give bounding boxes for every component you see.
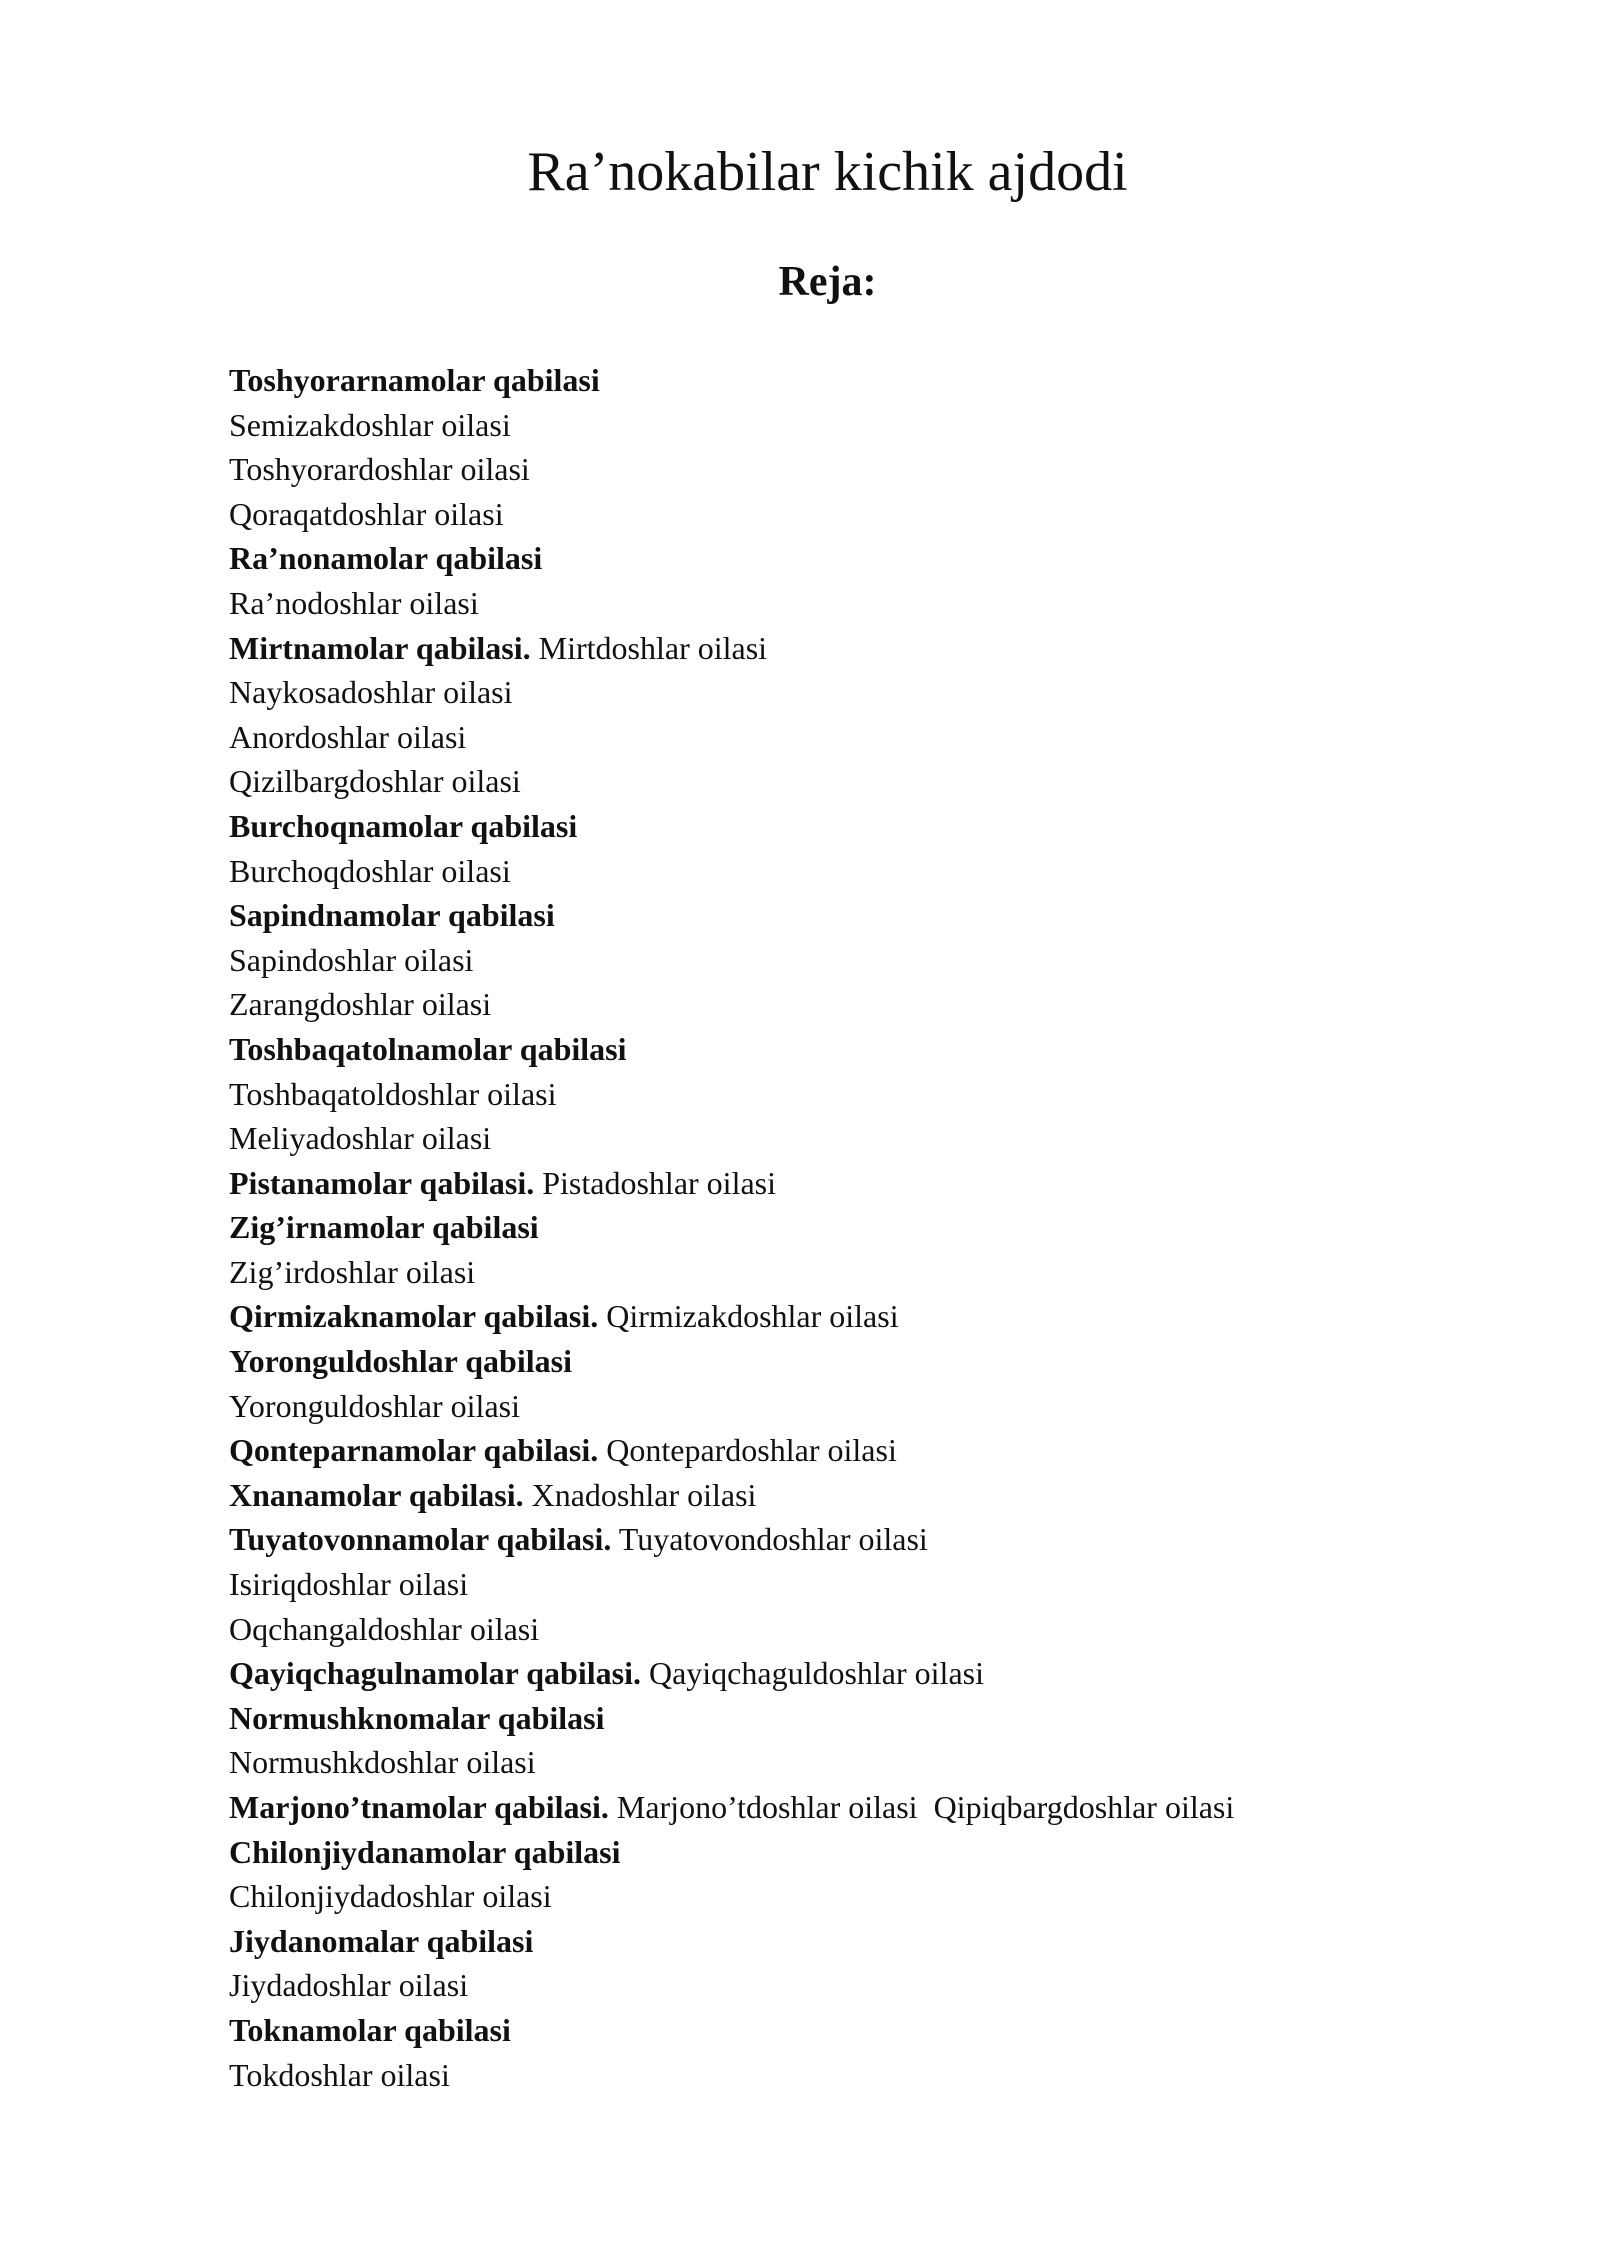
family-entry xyxy=(229,403,1529,448)
family-name: Tokdoshlar oilasi xyxy=(229,2056,450,2093)
order-entry xyxy=(229,1027,1529,1072)
family-name: Meliyadoshlar oilasi xyxy=(229,1120,492,1157)
family-name: Sapindoshlar oilasi xyxy=(229,941,474,978)
order-name: Ra’nonamolar qabilasi xyxy=(229,540,543,577)
family-name: Qirmizakdoshlar oilasi xyxy=(598,1298,899,1335)
family-name: Tuyatovondoshlar oilasi xyxy=(611,1521,928,1558)
order-entry xyxy=(229,626,1529,671)
order-name: Qirmizaknamolar qabilasi. xyxy=(229,1298,599,1335)
family-entry xyxy=(229,849,1529,894)
family-entry xyxy=(229,447,1529,492)
order-entry xyxy=(229,1785,1529,1830)
family-name: Normushkdoshlar oilasi xyxy=(229,1744,536,1781)
order-entry xyxy=(229,1651,1529,1696)
family-name: Naykosadoshlar oilasi xyxy=(229,674,513,711)
family-entry xyxy=(229,982,1529,1027)
family-name: Pistadoshlar oilasi xyxy=(534,1164,776,1201)
family-entry xyxy=(229,1874,1529,1919)
order-name: Xnanamolar qabilasi. xyxy=(229,1476,524,1513)
order-name: Tuyatovonnamolar qabilasi. xyxy=(229,1521,612,1558)
order-name: Jiydanomalar qabilasi xyxy=(229,1922,534,1959)
order-entry xyxy=(229,1428,1529,1473)
order-name: Qayiqchagulnamolar qabilasi. xyxy=(229,1655,641,1692)
order-name: Pistanamolar qabilasi. xyxy=(229,1164,535,1201)
family-entry xyxy=(229,1072,1529,1117)
family-name: Ra’nodoshlar oilasi xyxy=(229,584,479,621)
order-name: Toknamolar qabilasi xyxy=(229,2011,511,2048)
family-entry xyxy=(229,938,1529,983)
family-name: Oqchangaldoshlar oilasi xyxy=(229,1610,540,1647)
family-name: Toshyorardoshlar oilasi xyxy=(229,451,530,488)
order-name: Chilonjiydanamolar qabilasi xyxy=(229,1833,621,1870)
family-entry xyxy=(229,715,1529,760)
family-entry xyxy=(229,1963,1529,2008)
order-name: Zig’irnamolar qabilasi xyxy=(229,1209,539,1246)
family-name: Zarangdoshlar oilasi xyxy=(229,986,492,1023)
family-name: Marjono’tdoshlar oilasi Qipiqbargdoshlar oilasi xyxy=(608,1789,1235,1825)
family-entry xyxy=(229,2053,1529,2098)
family-name: Xnadoshlar oilasi xyxy=(523,1476,757,1513)
order-entry xyxy=(229,1294,1529,1339)
plan-heading: Reja: xyxy=(778,259,877,305)
family-name: Anordoshlar oilasi xyxy=(229,718,467,755)
order-entry xyxy=(229,1830,1529,1875)
order-name: Yoronguldoshlar qabilasi xyxy=(229,1343,572,1380)
page-title: Ra’nokabilar kichik ajdodi xyxy=(527,141,1128,203)
family-entry xyxy=(229,581,1529,626)
plan-list xyxy=(229,358,1529,2097)
order-name: Mirtnamolar qabilasi. xyxy=(229,629,531,666)
family-name: Jiydadoshlar oilasi xyxy=(229,1967,469,2004)
family-name: Qoraqatdoshlar oilasi xyxy=(229,495,504,532)
order-entry xyxy=(229,1517,1529,1562)
family-name: Toshbaqatoldoshlar oilasi xyxy=(229,1075,557,1112)
family-name: Chilonjiydadoshlar oilasi xyxy=(229,1878,552,1915)
family-name: Mirtdoshlar oilasi xyxy=(530,629,768,666)
order-name: Normushknomalar qabilasi xyxy=(229,1699,605,1736)
order-entry xyxy=(229,893,1529,938)
order-entry xyxy=(229,536,1529,581)
order-entry xyxy=(229,1205,1529,1250)
family-name: Yoronguldoshlar oilasi xyxy=(229,1387,520,1424)
order-entry xyxy=(229,1696,1529,1741)
order-entry xyxy=(229,1919,1529,1964)
order-name: Toshyorarnamolar qabilasi xyxy=(229,362,600,398)
family-name: Qontepardoshlar oilasi xyxy=(598,1432,897,1469)
order-entry xyxy=(229,804,1529,849)
order-name: Qonteparnamolar qabilasi. xyxy=(229,1432,599,1469)
family-entry xyxy=(229,1384,1529,1429)
family-entry xyxy=(229,759,1529,804)
family-entry xyxy=(229,1607,1529,1652)
family-name: Qizilbargdoshlar oilasi xyxy=(229,763,521,800)
order-name: Marjono’tnamolar qabilasi. xyxy=(229,1789,609,1825)
family-name: Qayiqchaguldoshlar oilasi xyxy=(640,1655,984,1692)
order-name: Sapindnamolar qabilasi xyxy=(229,897,555,934)
order-entry xyxy=(229,1473,1529,1518)
order-entry xyxy=(229,1339,1529,1384)
family-name: Burchoqdoshlar oilasi xyxy=(229,852,511,889)
family-name: Zig’irdoshlar oilasi xyxy=(229,1253,476,1290)
order-entry xyxy=(229,358,1529,403)
family-entry xyxy=(229,492,1529,537)
family-name: Semizakdoshlar oilasi xyxy=(229,406,511,443)
family-entry xyxy=(229,670,1529,715)
order-name: Toshbaqatolnamolar qabilasi xyxy=(229,1030,627,1067)
family-entry xyxy=(229,1740,1529,1785)
family-name: Isiriqdoshlar oilasi xyxy=(229,1566,469,1603)
order-entry xyxy=(229,1161,1529,1206)
family-entry xyxy=(229,1116,1529,1161)
order-name: Burchoqnamolar qabilasi xyxy=(229,807,578,844)
family-entry xyxy=(229,1562,1529,1607)
order-entry xyxy=(229,2008,1529,2053)
family-entry xyxy=(229,1250,1529,1295)
